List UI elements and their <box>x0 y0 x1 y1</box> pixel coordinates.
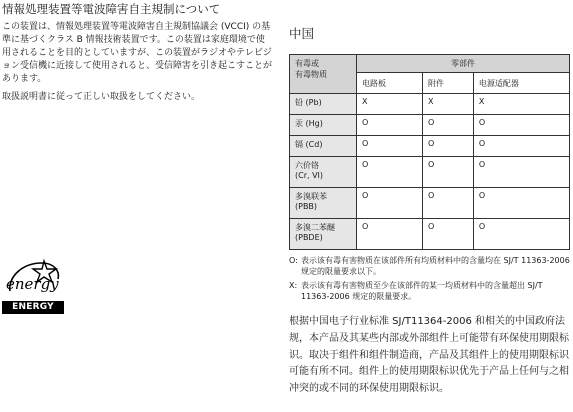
table-cell: O <box>473 115 569 136</box>
note-text: 表示该有毒有害物质至少在该部件的某一均质材料中的含量超出 SJ/T 11363-2006 规定的限量要求。 <box>301 281 543 301</box>
note-x <box>289 280 571 302</box>
table-cell: O <box>422 115 473 136</box>
table-cell: O <box>422 188 473 219</box>
table-cell: X <box>473 94 569 115</box>
table-cell: O <box>357 219 423 250</box>
table-cell: O <box>473 136 569 157</box>
energy-star-label: ENERGY STAR <box>2 301 64 314</box>
china-section <box>289 24 571 398</box>
table-cell: O <box>422 219 473 250</box>
substance-name: 六价铬 (Cr, VI) <box>290 157 357 188</box>
table-cell: O <box>357 157 423 188</box>
japan-section <box>2 2 272 104</box>
table-cell: X <box>422 94 473 115</box>
table-row <box>290 115 570 136</box>
japan-title: 情報処理装置等電波障害自主規制について <box>2 2 221 16</box>
china-title: 中国 <box>289 26 315 41</box>
note-text: 表示该有毒有害物质在该部件所有均质材料中的含量均在 SJ/T 11363-2006 规定的限量要求以下。 <box>301 256 570 276</box>
substance-name: 铅 (Pb) <box>290 94 357 115</box>
table-row <box>290 157 570 188</box>
column-header-power-adapter: 电源适配器 <box>473 73 569 94</box>
table-cell: O <box>473 219 569 250</box>
china-paragraph: 根据中国电子行业标准 SJ/T11364-2006 和相关的中国政府法规，本产品及其某些内部或外部组件上可能带有环保使用期限标识。取决于组件和组件制造商，产品及其组件上的使用期限标识可能有所不同。组件上的使用期限标识优先于产品上任何与之相冲突的或不同的环保使用期限标识。 <box>289 316 569 395</box>
table-row <box>290 188 570 219</box>
energy-star-logo <box>2 257 66 325</box>
energy-star-icon <box>2 257 64 301</box>
substance-name: 多溴二苯醚 (PBDE) <box>290 219 357 250</box>
table-row <box>290 219 570 250</box>
substance-name: 镉 (Cd) <box>290 136 357 157</box>
table-cell: O <box>357 115 423 136</box>
table-header-parts: 零部件 <box>357 55 570 73</box>
table-cell: O <box>473 157 569 188</box>
table-cell: O <box>422 157 473 188</box>
hazardous-substances-table <box>289 54 570 250</box>
table-cell: O <box>357 188 423 219</box>
note-key: O: <box>289 256 298 265</box>
note-key: X: <box>289 281 298 290</box>
note-o <box>289 255 571 277</box>
substance-name: 多溴联苯 (PBB) <box>290 188 357 219</box>
energy-star-script: energy <box>6 275 59 293</box>
table-row <box>290 94 570 115</box>
substance-name: 汞 (Hg) <box>290 115 357 136</box>
table-cell: O <box>473 188 569 219</box>
table-header-substance: 有毒或 有毒物质 <box>290 55 357 94</box>
column-header-circuit-board: 电路板 <box>357 73 423 94</box>
table-cell: O <box>422 136 473 157</box>
table-notes <box>289 255 571 302</box>
table-row <box>290 136 570 157</box>
japan-paragraph-manual: 取扱説明書に従って正しい取扱をしてください。 <box>2 92 201 102</box>
table-cell: X <box>357 94 423 115</box>
table-cell: O <box>357 136 423 157</box>
column-header-accessories: 附件 <box>422 73 473 94</box>
japan-paragraph-vcci: この装置は、情報処理装置等電波障害自主規制協議会 (VCCI) の基準に基づくクラス B 情報技術装置です。この装置は家庭環境で使用されることを目的としていますが、この装置がラジオやテレビジョン受信機に近接して使用されると、受信障害を引き起こすことがあります。 <box>2 22 273 84</box>
